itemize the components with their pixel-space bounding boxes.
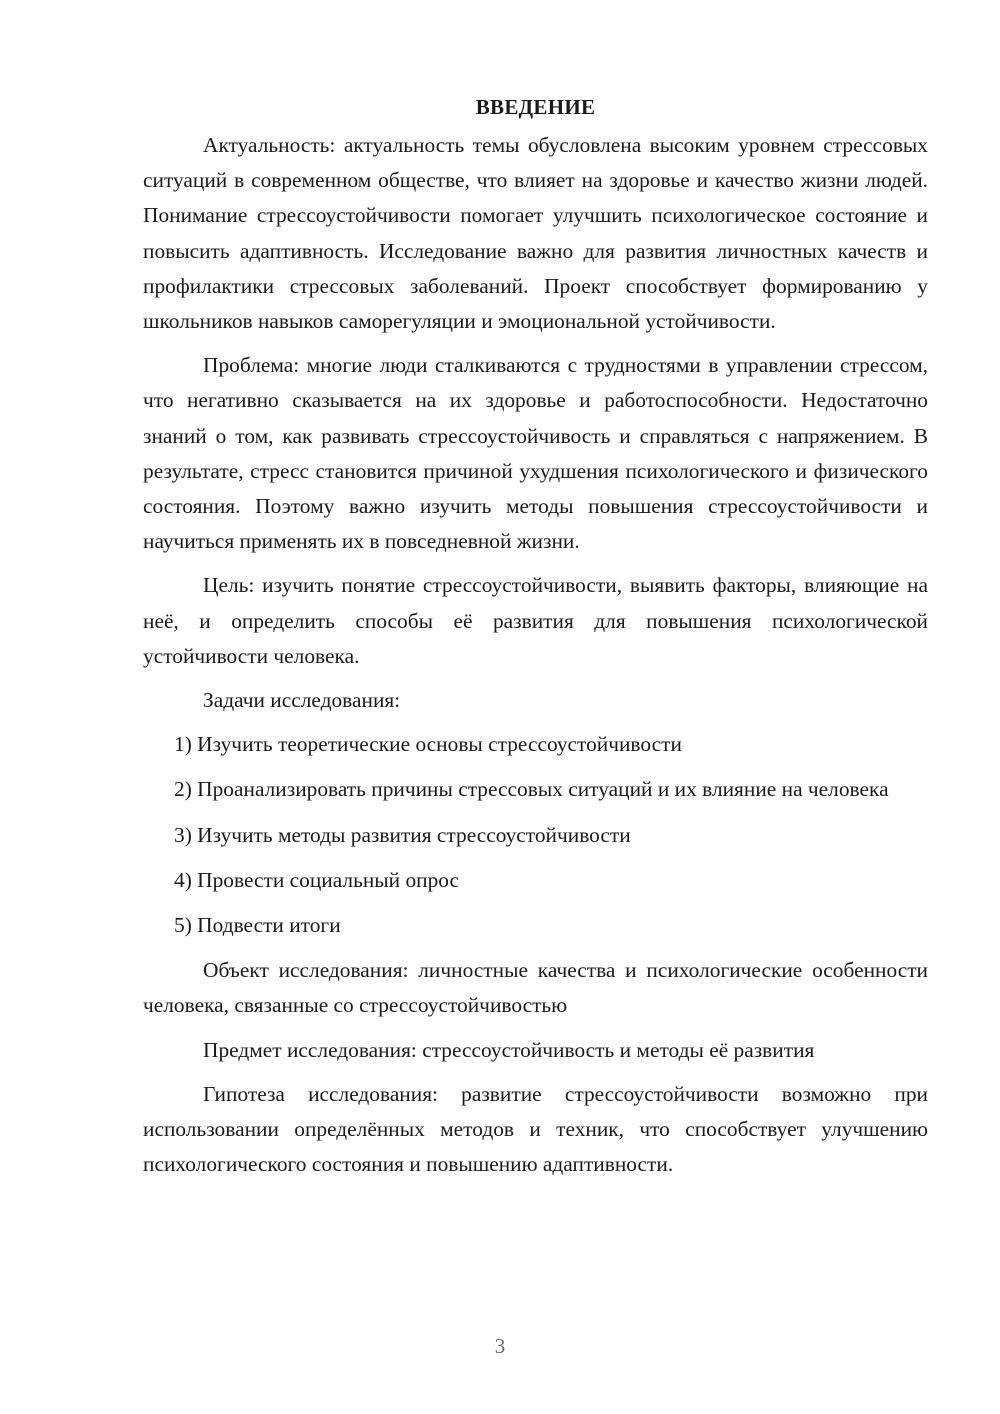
paragraph-subject: Предмет исследования: стрессоустойчивость и методы её развития — [203, 1037, 815, 1062]
paragraph-tasks-heading: Задачи исследования: — [203, 688, 401, 713]
document-page — [143, 92, 928, 1332]
paragraph-problem: Проблема: многие люди сталкиваются с трудностями в управлении стрессом, что негативно сказывается на их здоровье и работоспособности. Недостаточно знаний о том, как развивать стрессоустойчивость и справляться с напряжением. В результате, стресс становится причиной ухудшения психологического и физического состояния. Поэтому важно изучить методы повышения стрессоустойчивости и научиться применять их в повседневной жизни. — [143, 353, 928, 554]
list-item: 3) Изучить методы развития стрессоустойчивости — [174, 822, 631, 847]
page-title: ВВЕДЕНИЕ — [475, 95, 596, 119]
paragraph-hypothesis: Гипотеза исследования: развитие стрессоустойчивости возможно при использовании определённых методов и техник, что способствует улучшению психологического состояния и повышению адаптивности. — [143, 1081, 928, 1177]
tasks-list — [143, 727, 928, 943]
list-item: 2) Проанализировать причины стрессовых ситуаций и их влияние на человека — [174, 777, 889, 802]
list-item: 5) Подвести итоги — [174, 913, 341, 938]
list-item: 1) Изучить теоретические основы стрессоустойчивости — [174, 732, 682, 757]
page-number: 3 — [494, 1334, 506, 1358]
paragraph-goal: Цель: изучить понятие стрессоустойчивости, выявить факторы, влияющие на неё, и определить способы её развития для повышения психологической устойчивости человека. — [143, 573, 928, 668]
list-item: 4) Провести социальный опрос — [174, 867, 460, 892]
paragraph-relevance: Актуальность: актуальность темы обусловлена высоким уровнем стрессовых ситуаций в современном обществе, что влияет на здоровье и качество жизни людей. Понимание стрессоустойчивости помогает улучшить психологическое состояние и повысить адаптивность. Исследование важно для развития личностных качеств и профилактики стрессовых заболеваний. Проект способствует формированию у школьников навыков саморегуляции и эмоциональной устойчивости. — [143, 133, 928, 334]
paragraph-object: Объект исследования: личностные качества и психологические особенности человека, связанные со стрессоустойчивостью — [143, 958, 928, 1018]
